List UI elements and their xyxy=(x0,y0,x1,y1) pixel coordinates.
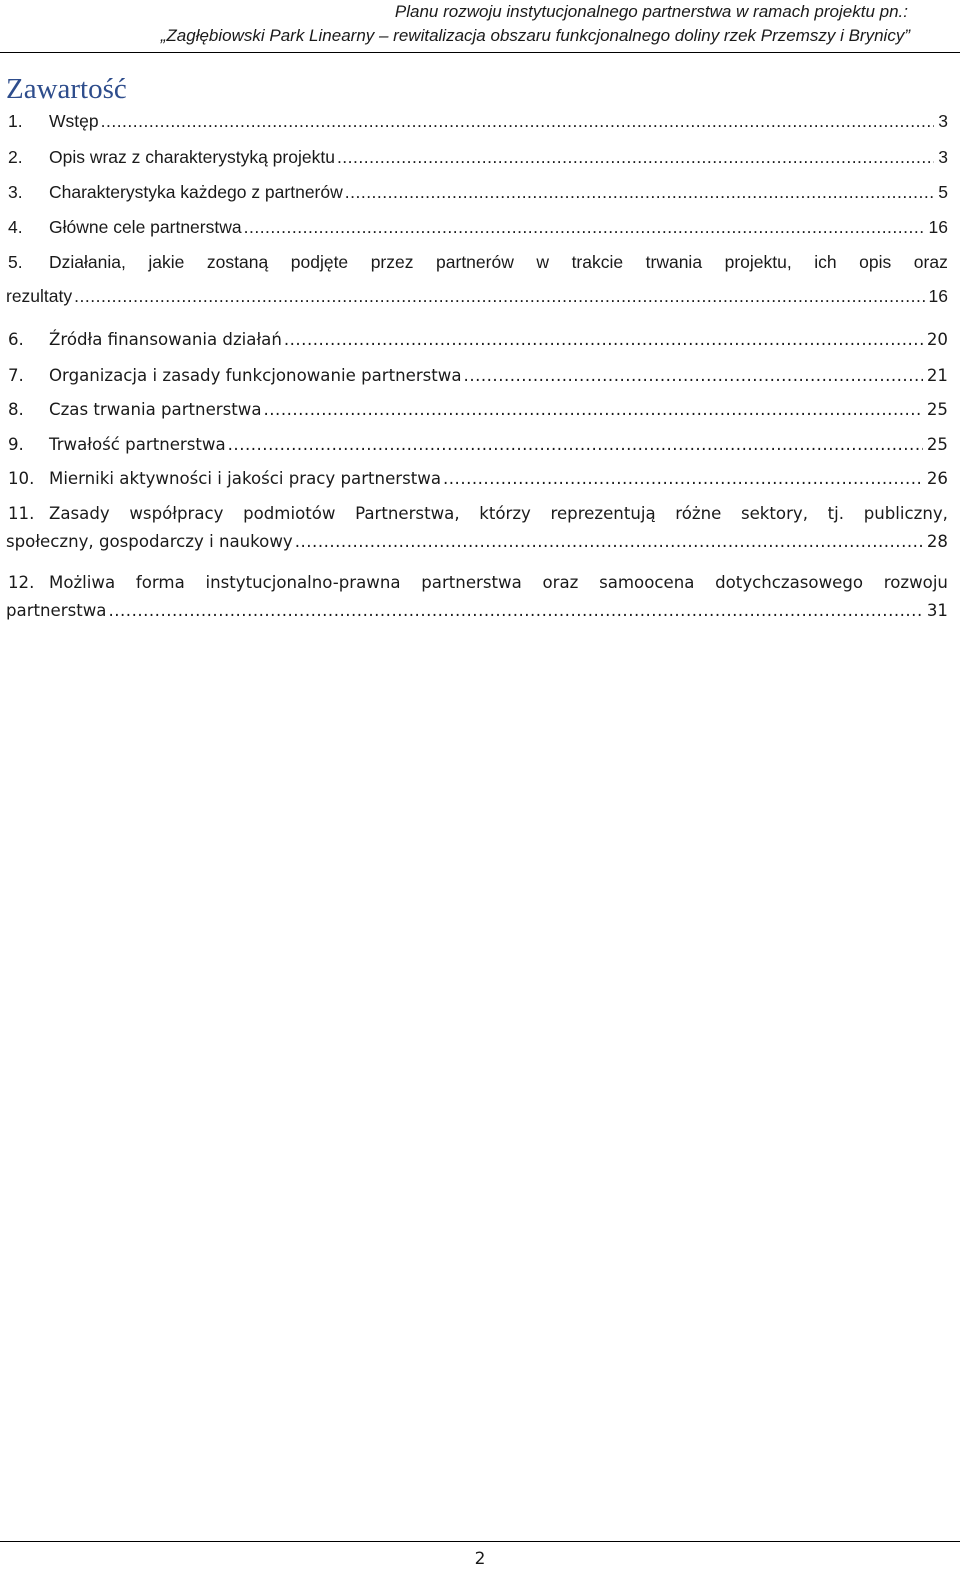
toc-leader-dots xyxy=(337,140,934,174)
toc-leader-dots xyxy=(443,462,923,496)
toc-entry-page: 25 xyxy=(926,400,948,419)
toc-entry-number: 4. xyxy=(8,217,23,237)
toc-entry-text: Główne cele partnerstwa xyxy=(49,217,242,237)
toc-leader-dots xyxy=(244,210,925,244)
toc-entry-text-continued: społeczny, gospodarczy i naukowy xyxy=(6,532,293,551)
toc-entry-word: zostaną xyxy=(206,252,269,272)
toc-entry-word: jakie xyxy=(148,252,185,272)
toc-entry-page: 16 xyxy=(928,286,948,306)
toc-leader-dots xyxy=(264,393,923,427)
toc-entry-word: trwania xyxy=(645,252,703,272)
toc-entry-text-continued: partnerstwa xyxy=(6,601,107,620)
toc-entry-page: 5 xyxy=(938,182,948,202)
toc-leader-dots xyxy=(101,104,935,138)
toc-entry-8[interactable] xyxy=(8,393,948,427)
toc-entry-word: oraz xyxy=(542,573,579,592)
toc-entry-page: 20 xyxy=(926,330,948,349)
toc-entry-10[interactable] xyxy=(8,462,948,496)
toc-entry-word: współpracy xyxy=(129,504,224,523)
toc-entry-word: Możliwa xyxy=(49,573,116,592)
toc-entry-1[interactable] xyxy=(8,104,948,138)
toc-entry-5[interactable] xyxy=(8,245,948,313)
toc-entry-word: dotychczasowego xyxy=(715,573,864,592)
toc-entry-12[interactable] xyxy=(8,566,948,628)
toc-entry-number: 2. xyxy=(8,147,23,167)
toc-entry-number: 6. xyxy=(8,330,24,349)
toc-entry-word: Działania, xyxy=(49,252,126,272)
toc-entry-6[interactable] xyxy=(8,323,948,357)
toc-entry-number: 1. xyxy=(8,111,23,131)
toc-entry-page: 31 xyxy=(926,601,948,620)
toc-leader-dots xyxy=(464,359,923,393)
toc-entry-word: rozwoju xyxy=(883,573,948,592)
toc-entry-word: trakcie xyxy=(571,252,624,272)
toc-entry-page: 25 xyxy=(926,435,948,454)
toc-entry-word: różne xyxy=(675,504,722,523)
toc-entry-text: Czas trwania partnerstwa xyxy=(49,400,262,419)
toc-entry-word: reprezentują xyxy=(550,504,656,523)
header-document-title: Planu rozwoju instytucjonalnego partnerstwa w ramach projektu pn.: xyxy=(394,2,908,21)
toc-leader-dots xyxy=(74,279,924,313)
toc-leader-dots xyxy=(295,525,923,559)
toc-entry-text-continued: rezultaty xyxy=(6,286,73,306)
toc-entry-number: 10. xyxy=(8,469,35,488)
toc-entry-11[interactable] xyxy=(8,497,948,559)
toc-entry-word: instytucjonalno-prawna xyxy=(205,573,401,592)
toc-entry-number: 8. xyxy=(8,400,24,419)
toc-entry-word: w xyxy=(536,252,550,272)
page-number: 2 xyxy=(474,1549,486,1569)
toc-leader-dots xyxy=(345,175,935,209)
toc-entry-word: projektu, xyxy=(724,252,792,272)
toc-entry-word: partnerstwa xyxy=(421,573,522,592)
toc-entry-word: podjęte xyxy=(290,252,349,272)
toc-entry-number: 11. xyxy=(8,504,35,523)
toc-entry-word: którzy xyxy=(479,504,531,523)
toc-leader-dots xyxy=(108,594,922,628)
toc-entry-text: Trwałość partnerstwa xyxy=(49,435,226,454)
toc-entry-text: Źródła finansowania działań xyxy=(49,330,282,349)
toc-entry-word: samoocena xyxy=(599,573,695,592)
toc-entry-4[interactable] xyxy=(8,210,948,244)
toc-entry-9[interactable] xyxy=(8,428,948,462)
toc-entry-word: opis xyxy=(859,252,892,272)
toc-entry-3[interactable] xyxy=(8,175,948,209)
toc-entry-7[interactable] xyxy=(8,359,948,393)
toc-entry-page: 16 xyxy=(928,217,948,237)
toc-entry-word: oraz xyxy=(913,252,948,272)
header-project-name: „Zagłębiowski Park Linearny – rewitalizacja obszaru funkcjonalnego doliny rzek Przemszy i Brynicy” xyxy=(160,26,910,45)
toc-leader-dots xyxy=(228,428,923,462)
toc-entry-text: Organizacja i zasady funkcjonowanie partnerstwa xyxy=(49,366,462,385)
toc-entry-word: partnerów xyxy=(436,252,514,272)
toc-entry-number: 7. xyxy=(8,366,24,385)
toc-entry-word: Partnerstwa, xyxy=(355,504,460,523)
toc-entry-word: Zasady xyxy=(49,504,110,523)
toc-entry-text xyxy=(49,245,948,279)
toc-entry-word: ich xyxy=(814,252,837,272)
toc-entry-word: forma xyxy=(135,573,185,592)
toc-entry-number: 12. xyxy=(8,573,35,592)
toc-entry-page: 26 xyxy=(926,469,948,488)
toc-entry-text: Charakterystyka każdego z partnerów xyxy=(49,182,343,202)
toc-entry-number: 9. xyxy=(8,435,24,454)
toc-entry-page: 3 xyxy=(938,147,948,167)
toc-entry-word: sektory, xyxy=(740,504,808,523)
toc-entry-word: publiczny, xyxy=(863,504,948,523)
toc-entry-number: 3. xyxy=(8,182,23,202)
toc-entry-word: podmiotów xyxy=(243,504,336,523)
toc-entry-text: Wstęp xyxy=(49,111,99,131)
toc-entry-text: Opis wraz z charakterystyką projektu xyxy=(49,147,335,167)
toc-title: Zawartość xyxy=(6,73,127,105)
toc-entry-word: przez xyxy=(370,252,414,272)
toc-leader-dots xyxy=(284,323,923,357)
toc-entry-text: Mierniki aktywności i jakości pracy partnerstwa xyxy=(49,469,441,488)
toc-entry-word: tj. xyxy=(827,504,845,523)
page-header xyxy=(0,0,960,53)
toc-entry-page: 28 xyxy=(926,532,948,551)
toc-entry-number: 5. xyxy=(8,252,23,272)
toc-entry-page: 3 xyxy=(938,111,948,131)
toc-entry-page: 21 xyxy=(926,366,948,385)
toc-entry-2[interactable] xyxy=(8,140,948,174)
